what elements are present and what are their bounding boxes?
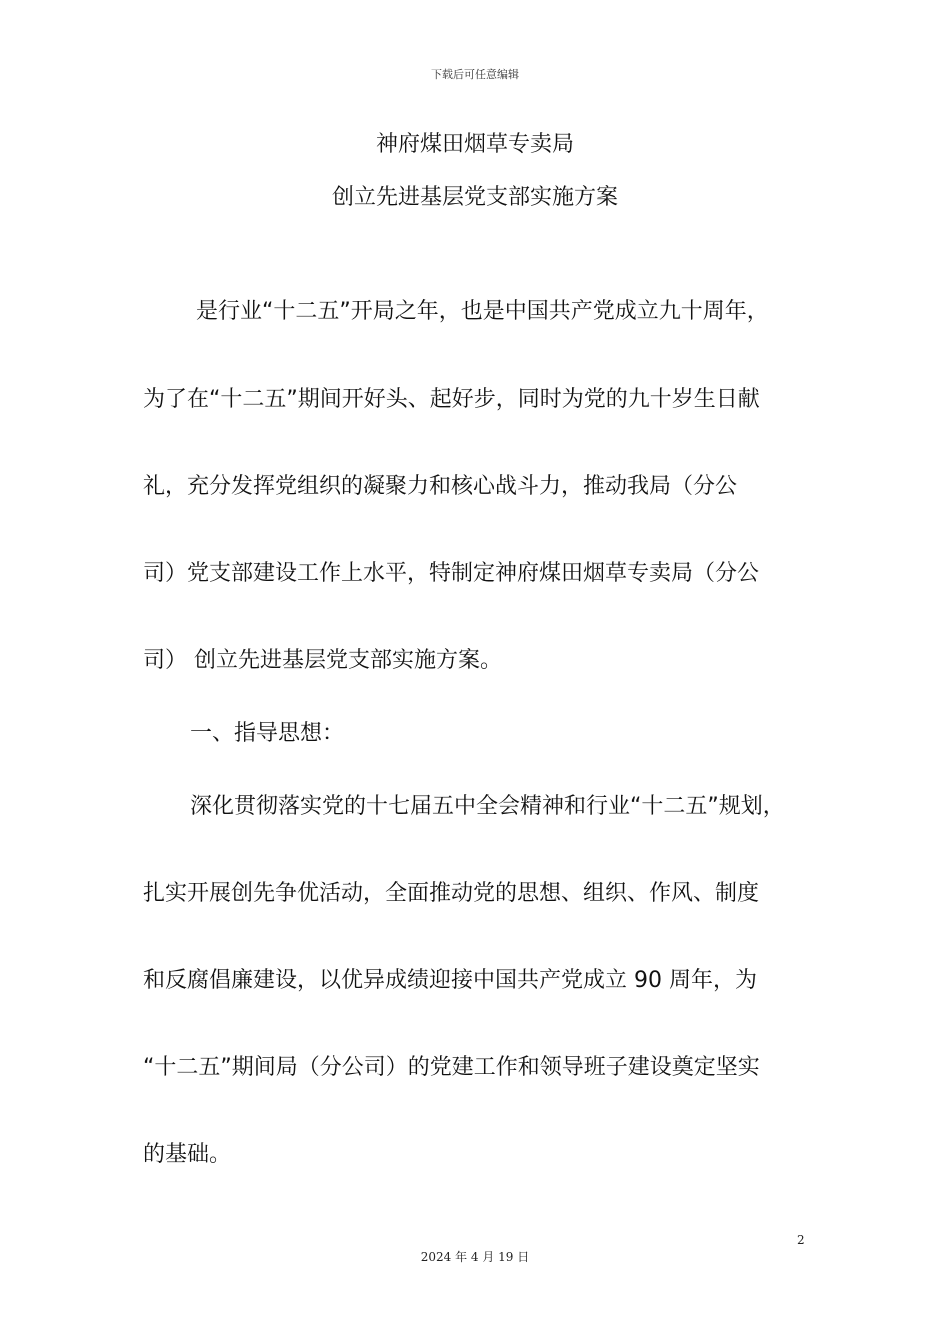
body-line-8: 和反腐倡廉建设，以优异成绩迎接中国共产党成立 90 周年，为 [143,968,757,993]
header-note: 下载后可任意编辑 [431,68,519,81]
body-line-10: 的基础。 [143,1142,232,1167]
body-line-6: 深化贯彻落实党的十七届五中全会精神和行业“十二五”规划， [190,794,785,819]
body-line-7: 扎实开展创先争优活动，全面推动党的思想、组织、作风、制度 [143,881,760,906]
body-line-4: 司）党支部建设工作上水平，特制定神府煤田烟草专卖局（分公 [143,561,760,586]
document-title-line-2: 创立先进基层党支部实施方案 [331,185,618,210]
body-line-2: 为了在“十二五”期间开好头、起好步，同时为党的九十岁生日献 [143,387,760,412]
page-number: 2 [797,1233,805,1247]
body-line-3: 礼，充分发挥党组织的凝聚力和核心战斗力，推动我局（分公 [143,474,738,499]
footer-date: 2024 年 4 月 19 日 [420,1250,530,1264]
body-line-5: 司） 创立先进基层党支部实施方案。 [143,648,502,673]
body-line-9: “十二五”期间局（分公司）的党建工作和领导班子建设奠定坚实 [143,1055,760,1080]
body-line-1: 是行业“十二五”开局之年，也是中国共产党成立九十周年， [196,299,769,324]
section-heading: 一、指导思想： [190,721,345,746]
document-title-line-1: 神府煤田烟草专卖局 [375,132,574,157]
